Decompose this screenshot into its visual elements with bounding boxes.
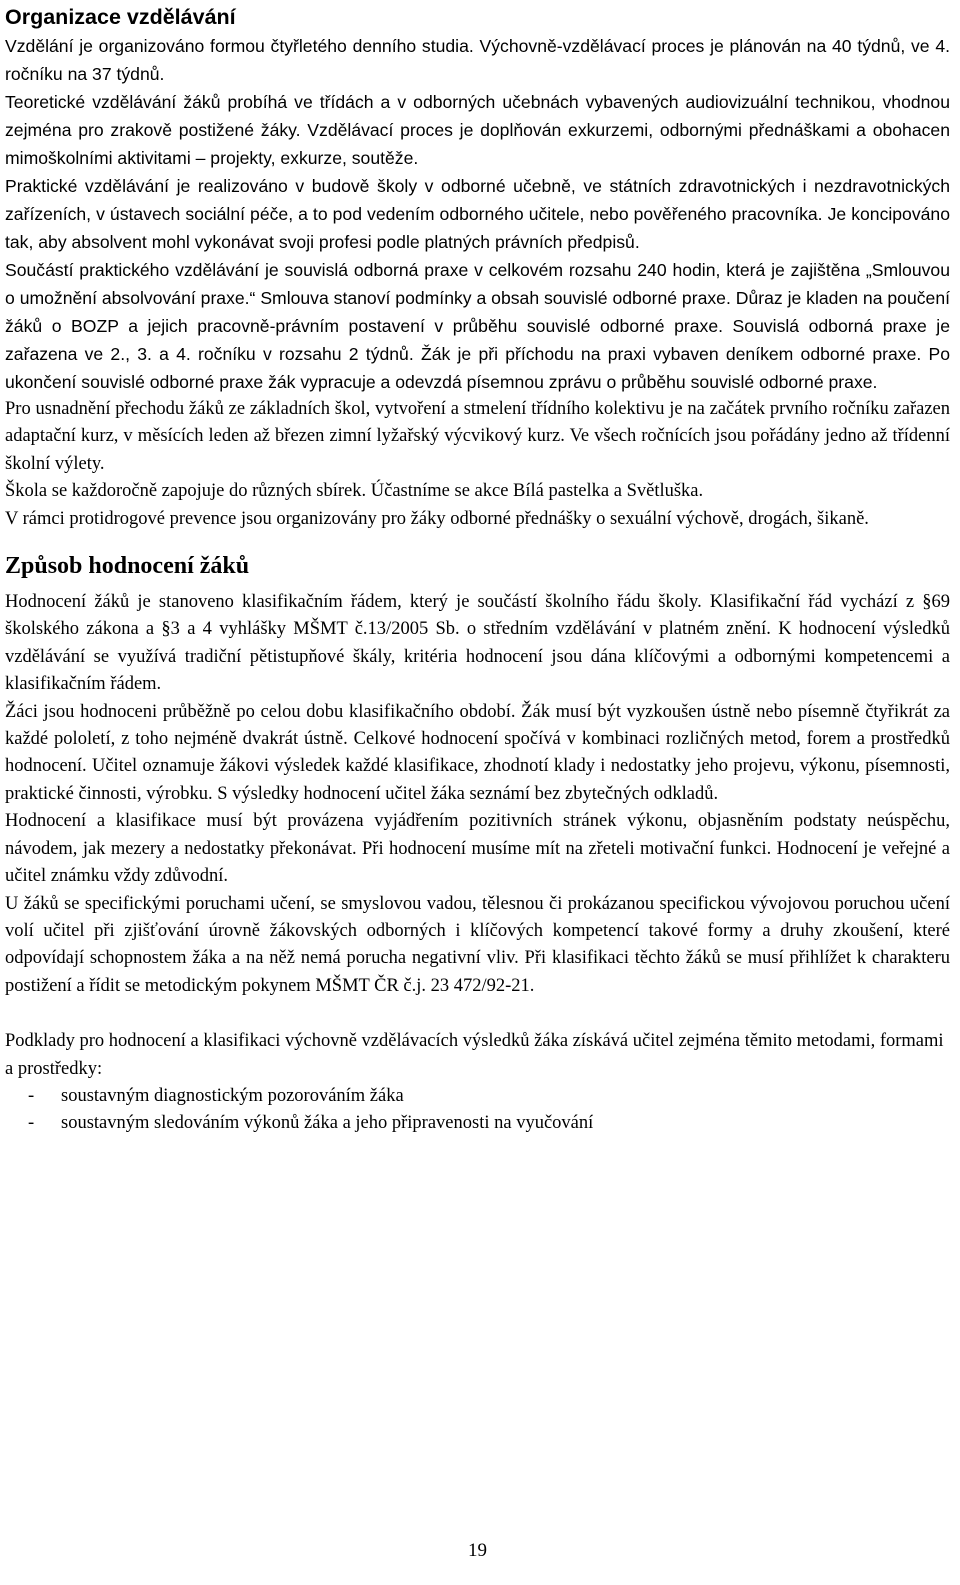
paragraph: Teoretické vzdělávání žáků probíhá ve třídách a v odborných učebnách vybavených audiovizuální technikou, vhodnou zejména pro zrakově postižené žáky. Vzdělávací proces je doplňován exkurzemi, odbornými přednáškami a obohacen mimoškolními aktivitami – projekty, exkurze, soutěže. bbox=[5, 92, 950, 168]
paragraph: Hodnocení a klasifikace musí být provázena vyjádřením pozitivních stránek výkonu, objasněním podstaty neúspěchu, návodem, jak mezery a nedostatky překonávat. Při hodnocení musíme mít na zřeteli motivační funkci. Hodnocení je veřejné a učitel známku vždy zdůvodní. bbox=[5, 811, 950, 887]
paragraph: Škola se každoročně zapojuje do různých sbírek. Účastníme se akce Bílá pastelka a Světluška. bbox=[5, 481, 704, 502]
spacer bbox=[5, 1000, 950, 1028]
dash-bullet: - bbox=[28, 1085, 35, 1106]
list-item-text: soustavným diagnostickým pozorováním žáka bbox=[61, 1085, 404, 1106]
methods-list bbox=[5, 1083, 950, 1138]
section-title-hodnoceni: Způsob hodnocení žáků bbox=[5, 553, 250, 580]
paragraph: Praktické vzdělávání je realizováno v budově školy v odborné učebně, ve státních zdravotnických i nezdravotnických zařízeních, v ústavech sociální péče, a to pod vedením odborného učitele, nebo pověřeného pracovníka. Je koncipováno tak, aby absolvent mohl vykonávat svoji profesi podle platných právních předpisů. bbox=[5, 176, 950, 252]
list-item-text: soustavným sledováním výkonů žáka a jeho připravenosti na vyučování bbox=[61, 1113, 594, 1134]
paragraph: Podklady pro hodnocení a klasifikaci výchovně vzdělávacích výsledků žáka získává učitel zejména těmito metodami, formami a prostředky: bbox=[5, 1031, 944, 1079]
paragraph: Žáci jsou hodnoceni průběžně po celou dobu klasifikačního období. Žák musí být vyzkoušen ústně nebo písemně čtyřikrát za každé pololetí, z toho nejméně dvakrát ústně. Celkové hodnocení spočívá v kombinaci rozličných metod, forem a prostředků hodnocení. Učitel oznamuje žákovi výsledek každé klasifikace, zhodnotí klady i nedostatky jeho projevu, výkonu, písemnosti, praktické činnosti, výrobku. S výsledky hodnocení učitel žáka seznámí bez zbytečných odkladů. bbox=[5, 701, 950, 804]
paragraph: V rámci protidrogové prevence jsou organizovány pro žáky odborné přednášky o sexuální výchově, drogách, šikaně. bbox=[5, 508, 869, 529]
list-item bbox=[5, 1110, 950, 1137]
list-item bbox=[5, 1083, 950, 1110]
document-page bbox=[5, 0, 950, 1138]
paragraph: Hodnocení žáků je stanoveno klasifikačním řádem, který je součástí školního řádu školy. Klasifikační řád vychází z §69 školského zákona a §3 a 4 vyhlášky MŠMT č.13/2005 Sb. o středním vzdělávání v platném znění. K hodnocení výsledků vzdělávání se využívá tradiční pětistupňové škály, kritéria hodnocení jsou dána klíčovými a odbornými kompetencemi a klasifikačním řádem. bbox=[5, 592, 950, 695]
section-title-organizace: Organizace vzdělávání bbox=[5, 5, 236, 29]
dash-bullet: - bbox=[28, 1113, 35, 1134]
paragraph: Pro usnadnění přechodu žáků ze základních škol, vytvoření a stmelení třídního kolektivu je na začátek prvního ročníku zařazen adaptační kurz, v měsících leden až březen zimní lyžařský výcvikový kurz. Ve všech ročnících jsou pořádány jedno až třídenní školní výlety. bbox=[5, 399, 950, 474]
paragraph: U žáků se specifickými poruchami učení, se smyslovou vadou, tělesnou či prokázanou specifickou vývojovou poruchou učení volí učitel při zjišťování úrovně žákovských odborných i klíčových kompetencí takové formy a druhy zkoušení, které odpovídají schopnostem žáka a na něž nemá porucha negativní vliv. Při klasifikaci těchto žáků se musí přihlížet k charakteru postižení a řídit se metodickým pokynem MŠMT ČR č.j. 23 472/92-21. bbox=[5, 893, 950, 996]
page-number: 19 bbox=[468, 1540, 487, 1561]
paragraph: Vzdělání je organizováno formou čtyřletého denního studia. Výchovně-vzdělávací proces je plánován na 40 týdnů, ve 4. ročníku na 37 týdnů. bbox=[5, 36, 950, 84]
paragraph: Součástí praktického vzdělávání je souvislá odborná praxe v celkovém rozsahu 240 hodin, která je zajištěna „Smlouvou o umožnění absolvování praxe.“ Smlouva stanoví podmínky a obsah souvislé odborné praxe. Důraz je kladen na poučení žáků o BOZP a jejich pracovně-právním postavení v průběhu souvislé odborné praxe. Souvislá odborná praxe je zařazena ve 2., 3. a 4. ročníku v rozsahu 2 týdnů. Žák je při příchodu na praxi vybaven deníkem odborné praxe. Po ukončení souvislé odborné praxe žák vypracuje a odevzdá písemnou zprávu o průběhu souvislé odborné praxe. bbox=[5, 260, 950, 392]
